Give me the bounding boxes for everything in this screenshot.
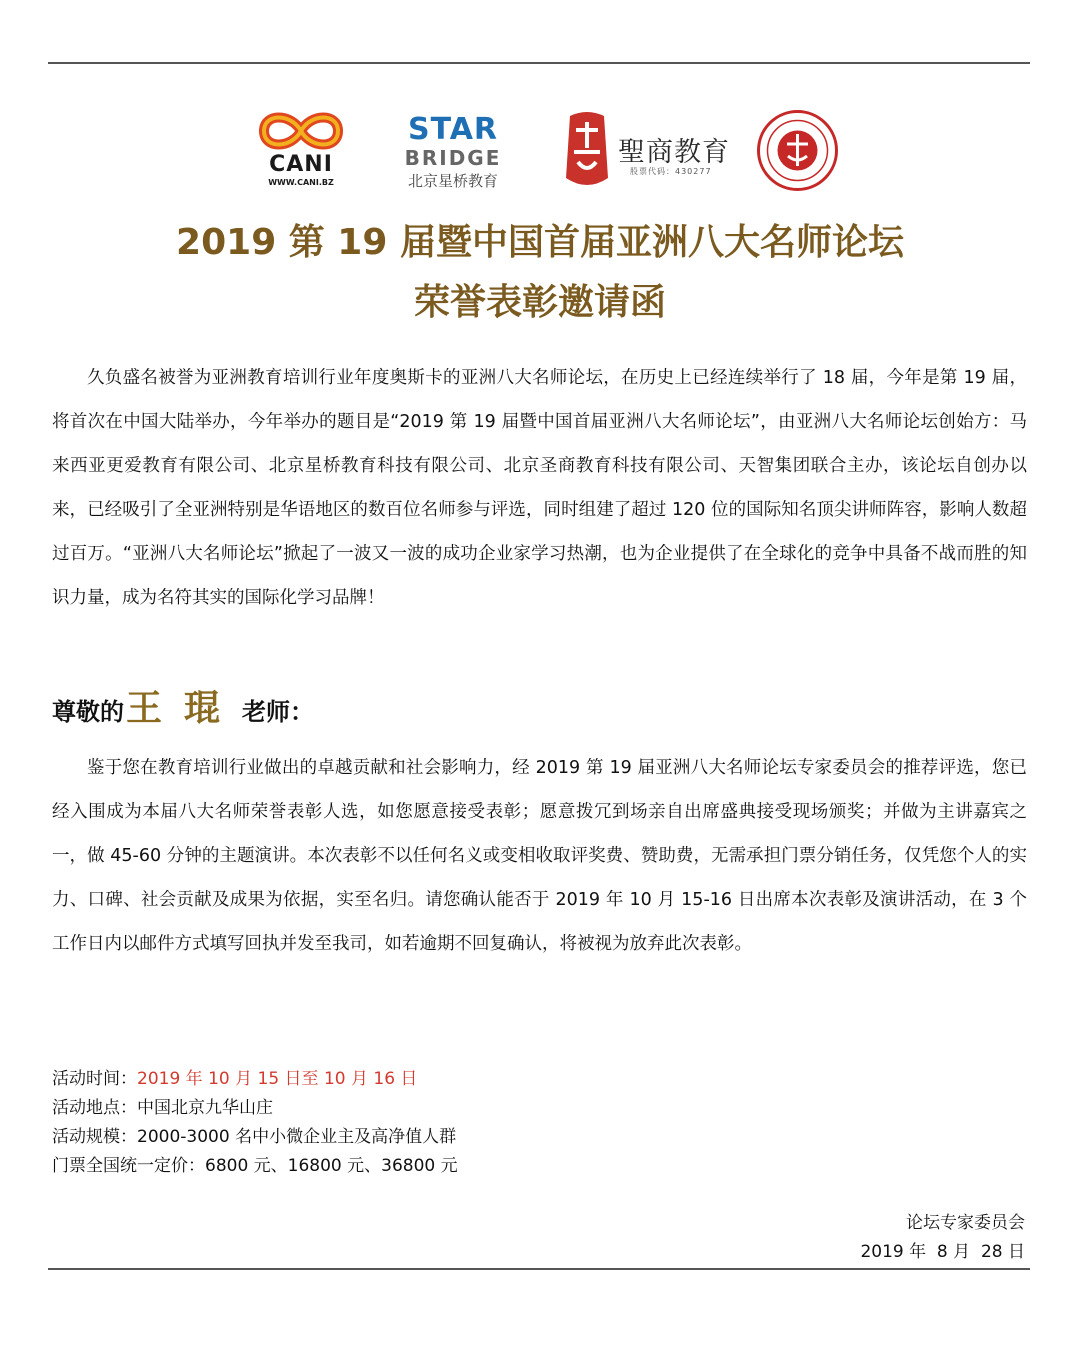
starbridge-logo bbox=[388, 108, 518, 193]
greeting-suffix: 老师： bbox=[242, 698, 315, 726]
info-time bbox=[52, 1065, 417, 1093]
cani-name: CANI bbox=[269, 152, 333, 177]
greeting-prefix: 尊敬的 bbox=[52, 698, 124, 726]
shengshang-logo bbox=[560, 108, 735, 193]
infinity-logo-icon bbox=[256, 108, 346, 154]
cani-url: WWW.CANI.BZ bbox=[268, 178, 334, 187]
info-place-label: 活动地点： bbox=[52, 1098, 137, 1118]
starbridge-line2: BRIDGE bbox=[404, 146, 502, 170]
info-place bbox=[52, 1094, 273, 1122]
signature-org: 论坛专家委员会 bbox=[906, 1213, 1025, 1233]
info-time-label: 活动时间： bbox=[52, 1069, 137, 1089]
cani-logo bbox=[256, 108, 346, 193]
info-scale bbox=[52, 1123, 456, 1151]
info-scale-value: 2000-3000 名中小微企业主及高净值人群 bbox=[137, 1127, 457, 1147]
starbridge-line3: 北京星桥教育 bbox=[407, 172, 498, 190]
bottom-divider bbox=[48, 1268, 1030, 1270]
info-price-value: 6800 元、16800 元、36800 元 bbox=[205, 1156, 458, 1176]
top-divider bbox=[48, 62, 1030, 64]
shengshang-code: 股票代码：430277 bbox=[630, 167, 712, 176]
page-title-line1: 2019 第 19 届暨中国首届亚洲八大名师论坛 bbox=[176, 222, 904, 263]
info-price bbox=[52, 1152, 458, 1180]
greeting bbox=[52, 680, 314, 731]
info-time-value: 2019 年 10 月 15 日至 10 月 16 日 bbox=[137, 1069, 418, 1089]
greeting-name: 王琨 bbox=[126, 688, 243, 729]
shengshang-name: 聖商教育 bbox=[618, 137, 730, 168]
signature-date: 2019 年 8 月 28 日 bbox=[860, 1242, 1025, 1262]
intro-paragraph: 久负盛名被誉为亚洲教育培训行业年度奥斯卡的亚洲八大名师论坛，在历史上已经连续举行了 18 届，今年是第 19 届，将首次在中国大陆举办，今年举办的题目是“2019 第 19 届暨中国首届亚洲八大名师论坛”，由亚洲八大名师论坛创始方：马来西亚更爱教育有限公司、北京星桥教育科技有限公司、北京圣商教育科技有限公司、天智集团联合主办，该论坛自创办以来，已经吸引了全亚洲特别是华语地区的数百位名师参与评选，同时组建了超过 120 位的国际知名顶尖讲师阵容，影响人数超过百万。“亚洲八大名师论坛”掀起了一波又一波的成功企业家学习热潮，也为企业提供了在全球化的竞争中具备不战而胜的知识力量，成为名符其实的国际化学习品牌！ bbox=[52, 368, 1027, 608]
round-seal-icon bbox=[755, 108, 840, 193]
red-seal-emblem-icon bbox=[560, 108, 614, 193]
tianzhi-logo bbox=[755, 108, 840, 193]
page-title-line2: 荣誉表彰邀请函 bbox=[413, 282, 666, 323]
info-price-label: 门票全国统一定价： bbox=[52, 1156, 205, 1176]
logo-bar bbox=[250, 108, 850, 198]
info-scale-label: 活动规模： bbox=[52, 1127, 137, 1147]
info-place-value: 中国北京九华山庄 bbox=[137, 1098, 273, 1118]
body-paragraph: 鉴于您在教育培训行业做出的卓越贡献和社会影响力，经 2019 第 19 届亚洲八大名师论坛专家委员会的推荐评选，您已经入围成为本届八大名师荣誉表彰人选，如您愿意接受表彰；愿意拨冗到场亲自出席盛典接受现场颁奖；并做为主讲嘉宾之一，做 45-60 分钟的主题演讲。本次表彰不以任何名义或变相收取评奖费、赞助费，无需承担门票分销任务，仅凭您个人的实力、口碑、社会贡献及成果为依据，实至名归。请您确认能否于 2019 年 10 月 15-16 日出席本次表彰及演讲活动，在 3 个工作日内以邮件方式填写回执并发至我司，如若逾期不回复确认，将被视为放弃此次表彰。 bbox=[52, 758, 1027, 954]
starbridge-line1: STAR bbox=[407, 112, 499, 147]
